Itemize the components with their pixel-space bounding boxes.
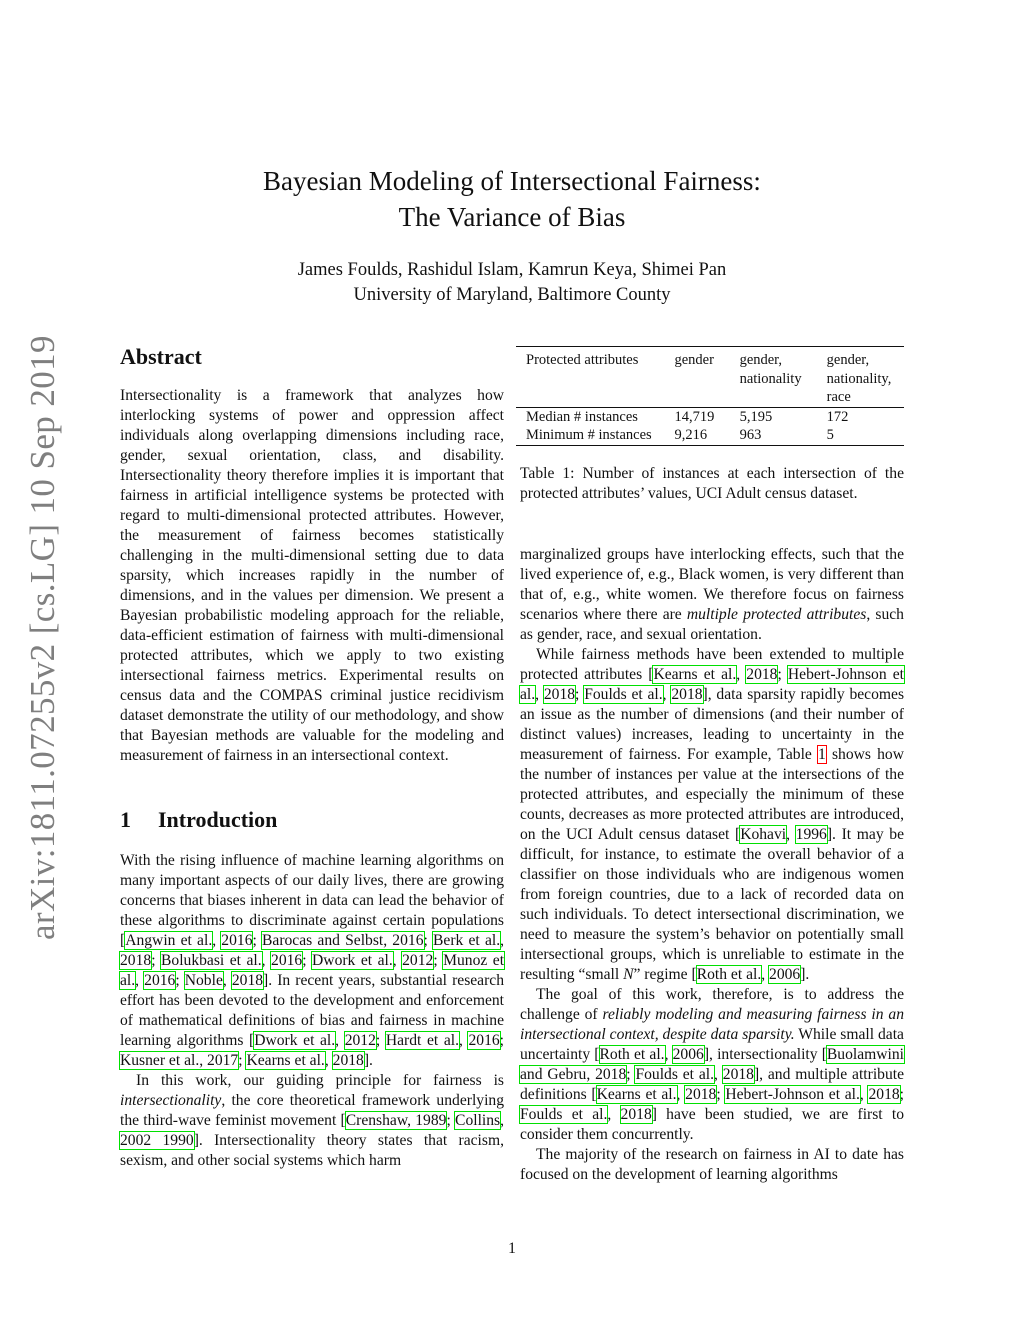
text-run: ; [575, 685, 585, 703]
left-column [120, 342, 504, 1171]
title-line-1: Bayesian Modeling of Intersectional Fairness: [263, 166, 761, 196]
text-run: ], and multiple attribute definitions [ [520, 1065, 905, 1103]
citation-link[interactable]: Collins [455, 1112, 501, 1129]
citation-link[interactable]: Foulds et al. [584, 685, 663, 703]
citation-link[interactable]: Kearns et al. [246, 1052, 325, 1069]
citation-link[interactable]: Munoz et al. [120, 952, 505, 989]
text-run: ; [375, 1032, 386, 1049]
text-run: , [662, 685, 672, 703]
abstract-text: Intersectionality is a framework that analyzes how interlocking systems of power and oppression affect individuals along overlapping dimensions including race, gender, sexual orientation, class, and disability. Intersectionality theory therefore implies it is important that fairness in artificial intelligence systems be protected with regard to multi-dimensional protected attributes. However, the measurement of fairness becomes statistically challenging in the multi-dimensional setting due to data sparsity, which increases rapidly in the number of dimensions, and in the values per dimension. We present a Bayesian probabilistic modeling approach for the reliable, data-efficient estimation of fairness with multi-dimensional protected attributes, which we apply to two existing intersectional fairness metrics. Experimental results on census data and the COMPAS criminal justice recidivism dataset demonstrate the utility of our methodology, and show that Bayesian methods are valuable for the modeling and measurement of fairness in an intersectional context. [120, 387, 504, 764]
emphasis-text: multiple protected attributes [686, 605, 867, 623]
text-run: ; [423, 932, 434, 949]
text-run: , [607, 1105, 621, 1123]
table-reference-link[interactable]: 1 [818, 745, 826, 763]
citation-link[interactable]: Noble [184, 972, 223, 989]
table-caption: Table 1: Number of instances at each intersection of the protected attributes’ values, UCI Adult census dataset. [520, 464, 904, 502]
right-paragraph-4 [520, 1145, 904, 1185]
text-run: ; [302, 952, 313, 969]
citation-link[interactable]: Foulds et al. [635, 1065, 715, 1083]
text-run: , [324, 1052, 333, 1069]
citation-link[interactable]: Angwin et al. [125, 932, 213, 949]
citation-link[interactable]: 2006 [672, 1045, 704, 1063]
table-header-cell: Protected attributes [526, 352, 639, 368]
text-run: ; [777, 665, 788, 683]
abstract-heading: Abstract [120, 344, 202, 369]
text-run: , the core theoretical framework underlying the third-wave feminist movement [ [120, 1092, 504, 1129]
text-run: ; [433, 952, 444, 969]
citation-link[interactable]: 2018 [746, 665, 778, 683]
citation-link[interactable]: Dwork et al. [254, 1032, 336, 1049]
table-cell: 5 [826, 427, 834, 443]
citation-link[interactable]: 1996 [795, 825, 827, 843]
text-run: marginalized groups have interlocking effects, such that the lived experience of, e.g., Black women, is very different than that of, e.g., white women. We therefore focus on fairness scenarios where there are [520, 545, 904, 623]
text-run: ; [626, 1065, 636, 1083]
table-header-cell: gender, nationality, race [826, 352, 892, 405]
citation-link[interactable]: 2016 [271, 952, 303, 969]
text-run: , [222, 972, 232, 989]
text-run: , [736, 665, 747, 683]
text-run: , [859, 1085, 869, 1103]
citation-link[interactable]: Dwork et al. [312, 952, 393, 969]
citation-link[interactable]: Kearns et al. [596, 1085, 677, 1103]
text-run: The goal of this work, therefore, is to address the challenge of [520, 985, 904, 1023]
citation-link[interactable]: 2018 [671, 685, 703, 703]
author-names: James Foulds, Rashidul Islam, Kamrun Keya, Shimei Pan [297, 260, 727, 280]
text-run: shows how the number of instances per value at the intersections of the protected attributes, and especially the minimum of these counts, decreases as more protected attributes are introduced, on the UCI Adult census dataset [ [520, 745, 904, 843]
arxiv-identifier-stamp: arXiv:1811.07255v2 [cs.LG] 10 Sep 2019 [23, 335, 62, 940]
citation-link[interactable]: Berk et al. [433, 932, 501, 949]
citation-link[interactable]: 2018 [868, 1085, 900, 1103]
citation-link[interactable]: 2018 [231, 972, 264, 989]
text-run: , [535, 685, 544, 703]
table-header-row [516, 347, 904, 408]
citation-link[interactable]: 2002 1990 [120, 1132, 194, 1149]
intro-paragraph-1 [120, 851, 504, 1071]
text-run: , [714, 1065, 723, 1083]
text-run: ], intersectionality [ [703, 1045, 827, 1063]
text-run: ]. In recent years, substantial research effort has been devoted to the development and enforcement of mathematical definitions of bias and fairness in machine learning algorithms [ [120, 972, 505, 1049]
text-run: ; [151, 952, 162, 969]
text-run: While small data uncertainty [ [520, 1025, 904, 1063]
table-cell: 9,216 [674, 427, 708, 443]
text-run: ” regime [ [633, 965, 697, 983]
text-run: ]. It may be difficult, for instance, to estimate the overall behavior of a classifier on those individuals who are indigenous women from foreign countries, due to a lack of recorded data on such individuals. To detect intersectional discrimination, we need to measure the system’s behavior on potentially small intersectional groups, which is unreliable to estimate in the resulting “small [520, 825, 905, 983]
text-run: In this work, our guiding principle for fairness is [136, 1072, 504, 1089]
emphasis-text: reliably modeling and measuring fairness in an intersectional context, despite data sparsity. [520, 1005, 905, 1043]
text-run: , [392, 952, 403, 969]
right-paragraph-1 [520, 545, 904, 645]
text-run: , [212, 932, 222, 949]
text-run: , [761, 965, 770, 983]
text-run: ; [446, 1112, 456, 1129]
citation-link[interactable]: Foulds et al. [520, 1105, 608, 1123]
text-run: , [135, 972, 145, 989]
text-run: , [500, 932, 504, 949]
citation-link[interactable]: 2016 [468, 1032, 500, 1049]
text-run: With the rising influence of machine learning algorithms on many important aspects of our daily lives, there are growing concerns that biases inherent in data can lead the behavior of these algorithms to discriminate against certain populations [ [120, 852, 504, 949]
citation-link[interactable]: Roth et al. [599, 1045, 665, 1063]
citation-link[interactable]: 2018 [120, 952, 152, 969]
citation-link[interactable]: 2018 [543, 685, 576, 703]
right-paragraph-3 [520, 985, 904, 1145]
citation-link[interactable]: Kusner et al., 2017 [120, 1052, 239, 1069]
paper-title [0, 163, 1024, 235]
text-run: , such as gender, race, and sexual orientation. [520, 605, 904, 643]
citation-link[interactable]: 2006 [769, 965, 801, 983]
text-run: While fairness methods have been extended to multiple protected attributes [ [520, 645, 904, 683]
text-run: , [500, 1112, 505, 1129]
citation-link[interactable]: Buolamwini and Gebru, 2018 [520, 1045, 904, 1083]
text-run: ; [252, 932, 262, 949]
text-run: ; [238, 1052, 247, 1069]
math-symbol: N [623, 965, 634, 983]
text-run: ; [899, 1085, 905, 1103]
citation-link[interactable]: 2016 [221, 932, 253, 949]
text-run: , [335, 1032, 345, 1049]
text-run: ], data sparsity rapidly becomes an issue as the number of dimensions (and their number of distinct values) increases, leading to uncertainty in the measurement of fairness. For example, Table [520, 685, 905, 763]
citation-link[interactable]: 2012 [402, 952, 434, 969]
section-number: 1 [120, 807, 131, 832]
citation-link[interactable]: Bolukbasi et al. [161, 952, 262, 969]
citation-link[interactable]: 2018 [685, 1085, 717, 1103]
table-cell: 14,719 [674, 408, 715, 425]
text-run: The majority of the research on fairness in AI to date has focused on the development of learning algorithms [520, 1145, 904, 1183]
citation-link[interactable]: 2012 [344, 1032, 376, 1049]
table-cell: Minimum # instances [526, 427, 652, 443]
section-title: Introduction [158, 807, 278, 832]
text-run: , [786, 825, 796, 843]
table-header-cell: gender, nationality [739, 352, 802, 387]
protected-attributes-table [516, 346, 904, 446]
citation-link[interactable]: Hardt et al. [385, 1032, 459, 1049]
text-run: ; [175, 972, 185, 989]
text-run: , [676, 1085, 686, 1103]
citation-link[interactable]: Crenshaw, 1989 [345, 1112, 447, 1129]
text-run: ; [499, 1032, 505, 1049]
citation-link[interactable]: Roth et al. [696, 965, 762, 983]
table-header-cell: gender [674, 352, 714, 368]
right-body [520, 545, 904, 1185]
citation-link[interactable]: Hebert-Johnson et al. [520, 665, 905, 703]
citation-link[interactable]: 2018 [620, 1105, 652, 1123]
table-row [516, 426, 904, 445]
introduction-heading [120, 805, 504, 835]
table-cell: 172 [826, 408, 849, 425]
citation-link[interactable]: 2018 [332, 1052, 364, 1069]
citation-link[interactable]: Kohavi [740, 825, 787, 843]
text-run: , [664, 1045, 673, 1063]
citation-link[interactable]: Kearns et al. [653, 665, 737, 683]
table-row [516, 407, 904, 426]
text-run: , [261, 952, 272, 969]
intro-paragraph-2 [120, 1071, 504, 1171]
table-cell: Median # instances [526, 408, 638, 425]
text-run: ] have been studied, we are first to consider them concurrently. [520, 1105, 905, 1143]
text-run: ; [716, 1085, 726, 1103]
author-affiliation: University of Maryland, Baltimore County [353, 285, 671, 305]
citation-link[interactable]: 2016 [144, 972, 176, 989]
table-cell: 5,195 [739, 408, 773, 425]
text-run: ]. Intersectionality theory states that racism, sexism, and other social systems which harm [120, 1132, 504, 1169]
text-run: , [458, 1032, 469, 1049]
citation-link[interactable]: 2018 [722, 1065, 754, 1083]
right-column [520, 346, 904, 1185]
text-run: ]. [363, 1052, 373, 1069]
emphasis-text: intersectionality [120, 1092, 222, 1109]
page-number: 1 [508, 1240, 516, 1257]
citation-link[interactable]: Hebert-Johnson et al. [725, 1085, 860, 1103]
title-line-2: The Variance of Bias [398, 202, 626, 232]
citation-link[interactable]: Barocas and Selbst, 2016 [262, 932, 424, 949]
text-run: ]. [800, 965, 810, 983]
right-paragraph-2 [520, 645, 904, 985]
table-cell: 963 [739, 427, 762, 443]
author-block [0, 258, 1024, 308]
